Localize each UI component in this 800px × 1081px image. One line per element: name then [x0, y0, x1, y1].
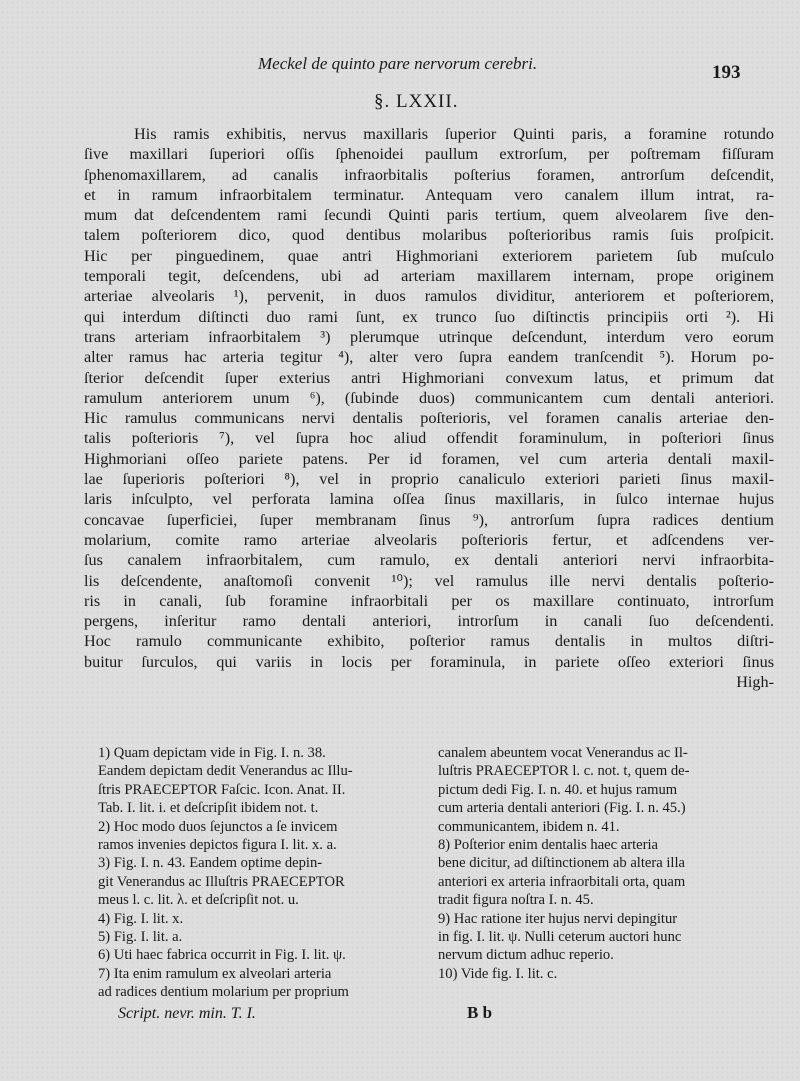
- body-line: qui interdum diſtincti duo rami ſunt, ex trunco ſuo diſtinctis principiis orti ²). Hi: [84, 307, 774, 326]
- body-line: alter ramus hac arteria tegitur ⁴), alter vero ſupra eandem tranſcendit ⁵). Horum po-: [84, 348, 774, 367]
- body-line: laris inſculpto, vel perforata lamina oſſea ſinus maxillaris, in ſulco internae hujus: [84, 490, 774, 509]
- footnote-line: canalem abeuntem vocat Venerandus ac Il-: [438, 745, 688, 761]
- footnote-line: 7) Ita enim ramulum ex alveolari arteria: [98, 965, 332, 982]
- footnote-line: 10) Vide fig. I. lit. c.: [438, 965, 558, 982]
- footnote-line: bene dicitur, ad diſtinctionem ab altera illa: [438, 855, 686, 872]
- body-text: [84, 124, 774, 692]
- body-line: pergens, inſeritur ramo dentali anteriori, introrſum in canali ſuo deſcendenti.: [84, 612, 774, 631]
- body-line: talem poſteriorem dico, quod dentibus molaribus poſterioribus ramis ſuis proſpicit.: [84, 226, 774, 245]
- footnote-line: meus l. c. lit. λ. et deſcripſit not. u.: [98, 892, 299, 909]
- footnote-line: ad radices dentium molarium per proprium: [98, 984, 349, 1001]
- body-line: trans arteriam infraorbitalem ³) plerumque utrinque deſcendunt, interdum vero eorum: [84, 327, 774, 346]
- footnote-line: 6) Uti haec fabrica occurrit in Fig. I. lit. ψ.: [98, 947, 346, 964]
- footnote-line: 8) Poſterior enim dentalis haec arteria: [438, 837, 659, 854]
- footnote-line: 3) Fig. I. n. 43. Eandem optime depin-: [98, 855, 323, 872]
- footnote-line: 2) Hoc modo duos ſejunctos a ſe invicem: [98, 818, 338, 835]
- body-line: buitur ſurculos, qui variis in locis per foraminula, in pariete oſſeo exteriori ſinus: [84, 652, 774, 671]
- footnote-line: ſtris PRAECEPTOR Faſcic. Icon. Anat. II.: [98, 781, 346, 798]
- footnote-line: 1) Quam depictam vide in Fig. I. n. 38.: [98, 745, 326, 761]
- footnote-line: anteriori ex arteria infraorbitali orta, quam: [438, 873, 686, 890]
- body-line: ſterior deſcendit ſuper exterius antri Highmoriani convexum latus, et primum dat: [84, 368, 774, 387]
- body-line: Highmoriani oſſeo pariete patens. Per id foramen, vel cum arteria dentali maxil-: [84, 449, 774, 468]
- body-line: lae ſuperioris poſteriori ⁸), vel in proprio canaliculo exteriori parieti ſinus maxil-: [84, 470, 774, 489]
- body-line: Hoc ramulo communicante exhibito, poſterior ramus dentalis in multos diſtri-: [84, 632, 774, 651]
- footnote-line: Tab. I. lit. i. et deſcripſit ibidem not. t.: [98, 800, 319, 817]
- footnote-line: Eandem depictam dedit Venerandus ac Illu-: [98, 763, 353, 780]
- body-line: temporali tegit, deſcendens, ubi ad arteriam maxillarem internam, prope originem: [84, 267, 774, 286]
- footnote-line: tradit figura noſtra I. n. 45.: [438, 892, 594, 909]
- footnote-line: luſtris PRAECEPTOR l. c. not. t, quem de-: [438, 763, 690, 780]
- body-line: molarium, comite ramo arteriae alveolaris poſterioris fertur, et adſcendens ver-: [84, 530, 774, 549]
- body-line: Hic per pinguedinem, quae antri Highmoriani exteriorem parietem ſub muſculo: [84, 246, 774, 265]
- footnote-line: 9) Hac ratione iter hujus nervi depingitur: [438, 910, 678, 927]
- footnote-line: pictum dedi Fig. I. n. 40. et hujus ramum: [438, 781, 678, 798]
- footer-signature-mark: B b: [467, 1003, 493, 1022]
- body-line: talis poſterioris ⁷), vel ſupra hoc aliud offendit foraminulum, in poſteriori ſinus: [84, 429, 774, 448]
- footnote-line: cum arteria dentali anteriori (Fig. I. n. 45.): [438, 800, 686, 817]
- footnote-line: 5) Fig. I. lit. a.: [98, 929, 183, 946]
- body-line: His ramis exhibitis, nervus maxillaris ſuperior Quinti paris, a foramine rotundo: [134, 125, 774, 143]
- body-line: et in ramum infraorbitalem terminatur. Antequam vero canalem illum intrat, ra-: [84, 185, 774, 204]
- footnote-line: nervum dictum adhuc reperio.: [438, 947, 614, 964]
- footnote-line: in fig. I. lit. ψ. Nulli ceterum auctori hunc: [438, 929, 682, 946]
- body-line: arteriae alveolaris ¹), pervenit, in duos ramulos dividitur, anteriorem et poſteriorem,: [84, 287, 774, 306]
- body-line: High-: [736, 673, 774, 692]
- page-number: 193: [712, 62, 741, 83]
- body-line: ſphenomaxillarem, ad canalis infraorbitalis poſterius foramen, antrorſum deſcendit,: [84, 165, 774, 184]
- body-line: mum dat deſcendentem rami ſecundi Quinti paris tertium, quem alveolarem ſive den-: [84, 206, 774, 225]
- footnote-line: ramos invenies depictos figura I. lit. x. a.: [98, 837, 337, 854]
- section-title: §. LXXII.: [374, 91, 459, 112]
- body-line: ſive maxillari ſuperiori oſſis ſphenoidei paullum extrorſum, per poſtremam fiſſuram: [84, 145, 774, 164]
- footnote-line: 4) Fig. I. lit. x.: [98, 910, 184, 927]
- body-line: ris in canali, ſub foramine infraorbitali per os maxillare continuato, introrſum: [84, 591, 774, 610]
- footnotes-left-column: [98, 744, 420, 1002]
- body-line: Hic ramulus communicans nervi dentalis poſterioris, vel foramen canalis arteriae den-: [84, 409, 774, 428]
- footnotes-right-column: [438, 744, 778, 983]
- body-line: concavae ſuperficiei, ſuper membranam ſinus ⁹), antrorſum ſupra radices dentium: [84, 510, 774, 529]
- footnote-line: communicantem, ibidem n. 41.: [438, 818, 620, 835]
- footnote-line: git Venerandus ac Illuſtris PRAECEPTOR: [98, 873, 345, 890]
- body-line: ramulum anteriorem unum ⁶), (ſubinde duos) communicantem cum dentali anteriori.: [84, 388, 774, 407]
- footer-book-title: Script. nevr. min. T. I.: [118, 1005, 256, 1022]
- body-line: lis deſcendente, anaſtomoſi convenit ¹⁰); vel ramulus ille nervi dentalis poſterio-: [84, 571, 774, 590]
- running-head: Meckel de quinto pare nervorum cerebri.: [258, 54, 538, 73]
- body-line: ſus canalem infraorbitalem, cum ramulo, ex dentali anteriori nervi infraorbita-: [84, 551, 774, 570]
